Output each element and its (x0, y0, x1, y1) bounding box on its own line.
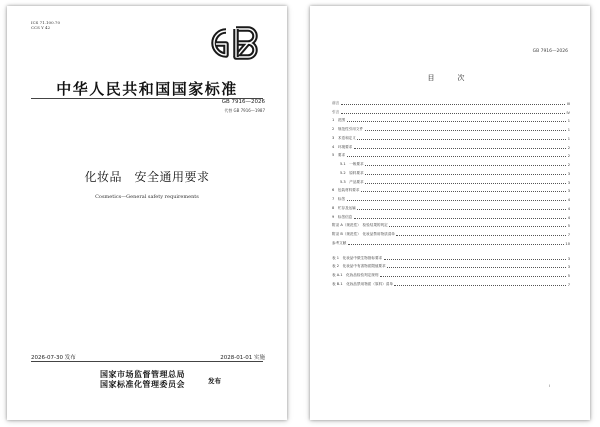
toc-entry[interactable] (332, 132, 570, 141)
toc-leader-dots (394, 285, 566, 286)
toc-entry-page: 5 (567, 274, 570, 278)
toc-entry[interactable] (332, 158, 570, 167)
toc-leader-dots (354, 218, 566, 219)
toc-leader-dots (347, 156, 567, 157)
toc-entry[interactable] (332, 167, 570, 176)
toc-entry-label: 3 术语和定义 (332, 135, 356, 140)
toc-leader-dots (389, 226, 566, 227)
toc-leader-dots (354, 148, 566, 149)
toc-entry[interactable] (332, 97, 570, 106)
toc-list (332, 97, 570, 287)
toc-entry-label: 5.2 原料要求 (340, 170, 364, 175)
toc-leader-dots (365, 183, 566, 184)
toc-entry-page: 1 (567, 128, 570, 132)
toc-entry-label: 1 范围 (332, 118, 346, 123)
issue-date: 2026-07-30 发布 (31, 355, 76, 361)
replaces-note: 代替 GB 7916—1987 (224, 108, 265, 113)
document-title-cn: 化妆品 安全通用要求 (84, 170, 210, 184)
toc-entry[interactable] (332, 115, 570, 124)
classification-codes (31, 20, 60, 30)
ccs-code: CCS Y 42 (31, 25, 51, 30)
toc-entry[interactable] (332, 193, 570, 202)
toc-entry-page: 7 (567, 282, 570, 287)
toc-leader-dots (365, 165, 566, 166)
toc-entry[interactable] (332, 228, 570, 237)
toc-entry-label: 5.1 一般要求 (340, 162, 364, 166)
toc-entry-page: 7 (567, 233, 570, 237)
toc-entry-label: 引言 (332, 109, 340, 114)
standard-number: GB 7916—2026 (221, 99, 265, 105)
toc-entry-page: 5 (567, 224, 570, 229)
toc-entry[interactable] (332, 185, 570, 194)
toc-entry-label: 6 包装材料要求 (332, 188, 360, 193)
toc-entry-page: 2 (567, 145, 570, 150)
toc-entry-label: 7 标签 (332, 197, 346, 201)
gb-logo (198, 25, 264, 61)
toc-entry-page: 2 (567, 163, 570, 167)
toc-entry[interactable] (332, 237, 570, 246)
toc-leader-dots (347, 121, 567, 122)
page-number: I (548, 384, 550, 388)
toc-leader-dots (396, 235, 566, 236)
ics-code: ICS 71.100.70 (31, 20, 61, 25)
toc-leader-dots (347, 200, 567, 201)
toc-entry-page: 4 (567, 215, 570, 220)
toc-entry-label: 前言 (332, 100, 340, 105)
document-title-en: Cosmetics—General safety requirements (95, 194, 199, 200)
toc-entry[interactable] (332, 269, 570, 278)
toc-entry-label: 附录 A（规范性） 检验结果的判定 (332, 223, 388, 228)
toc-leader-dots (341, 104, 566, 105)
toc-leader-dots (384, 259, 567, 260)
toc-leader-dots (387, 267, 566, 268)
toc-page (310, 6, 590, 420)
toc-entry[interactable] (332, 261, 570, 270)
toc-entry[interactable] (332, 202, 570, 211)
toc-entry-label: 5 要求 (332, 153, 346, 158)
toc-entry-page: 10 (565, 241, 570, 246)
running-head: GB 7916—2026 (532, 49, 568, 54)
toc-entry-label: 9 标签信息 (332, 214, 353, 219)
toc-entry[interactable] (332, 106, 570, 115)
toc-entry[interactable] (332, 176, 570, 185)
toc-entry-label: 8 贮存及运输 (332, 205, 356, 210)
toc-leader-dots (365, 174, 566, 175)
toc-entry[interactable] (332, 123, 570, 132)
toc-entry-label: 表 1 化妆品中微生物指标要求 (332, 255, 383, 260)
toc-entry-page: IV (566, 110, 570, 115)
toc-entry-page: 3 (567, 256, 570, 261)
toc-entry[interactable] (332, 211, 570, 220)
toc-entry-page: 1 (567, 136, 570, 141)
gb-logo-graphic (198, 25, 264, 61)
toc-leader-dots (357, 139, 566, 140)
issuer-samr: 国家市场监督管理总局 (100, 370, 185, 379)
toc-entry-page: 3 (567, 265, 570, 270)
toc-entry-page: 3 (567, 180, 570, 185)
toc-entry[interactable] (332, 252, 570, 261)
footer-rule (31, 361, 263, 362)
toc-entry-label: 2 规范性引用文件 (332, 127, 364, 131)
toc-entry[interactable] (332, 150, 570, 159)
toc-entry-label: 表 2 化妆品中有害物质限值要求 (332, 264, 386, 269)
toc-entry-label: 附录 B（规范性） 化妆品禁用物质清单 (332, 232, 395, 236)
cover-page (7, 6, 287, 420)
toc-entry-page: 1 (567, 119, 570, 124)
toc-entry-page: III (566, 101, 570, 106)
toc-entry-page: 3 (567, 171, 570, 176)
toc-leader-dots (357, 209, 566, 210)
standard-title: 中华人民共和国国家标准 (56, 80, 238, 98)
toc-entry-page: 4 (567, 206, 570, 211)
toc-leader-dots (341, 113, 565, 114)
issue-word: 发布 (208, 377, 221, 385)
toc-entry[interactable] (332, 220, 570, 229)
toc-entry-label: 5.3 产品要求 (340, 179, 364, 184)
toc-leader-dots (365, 130, 567, 131)
toc-leader-dots (361, 191, 566, 192)
toc-entry[interactable] (332, 141, 570, 150)
toc-entry-label: 表 A.1 化妆品检验判定规则 (332, 273, 379, 277)
toc-entry-page: 2 (567, 154, 570, 159)
toc-entry-page: 4 (567, 198, 570, 202)
implementation-date: 2028-01-01 实施 (220, 355, 265, 361)
toc-entry-label: 表 B.1 化妆品禁用物质（原料）清单 (332, 281, 393, 286)
issuer-sac: 国家标准化管理委员会 (100, 380, 185, 389)
toc-leader-dots (380, 276, 566, 277)
issuing-authorities (100, 370, 185, 390)
toc-entry-label: 参考文献 (332, 240, 347, 245)
toc-entry-label: 4 环境要求 (332, 144, 353, 149)
toc-entry[interactable] (332, 278, 570, 287)
toc-title: 目 次 (427, 74, 473, 82)
toc-leader-dots (348, 244, 564, 245)
toc-entry-page: 3 (567, 189, 570, 194)
